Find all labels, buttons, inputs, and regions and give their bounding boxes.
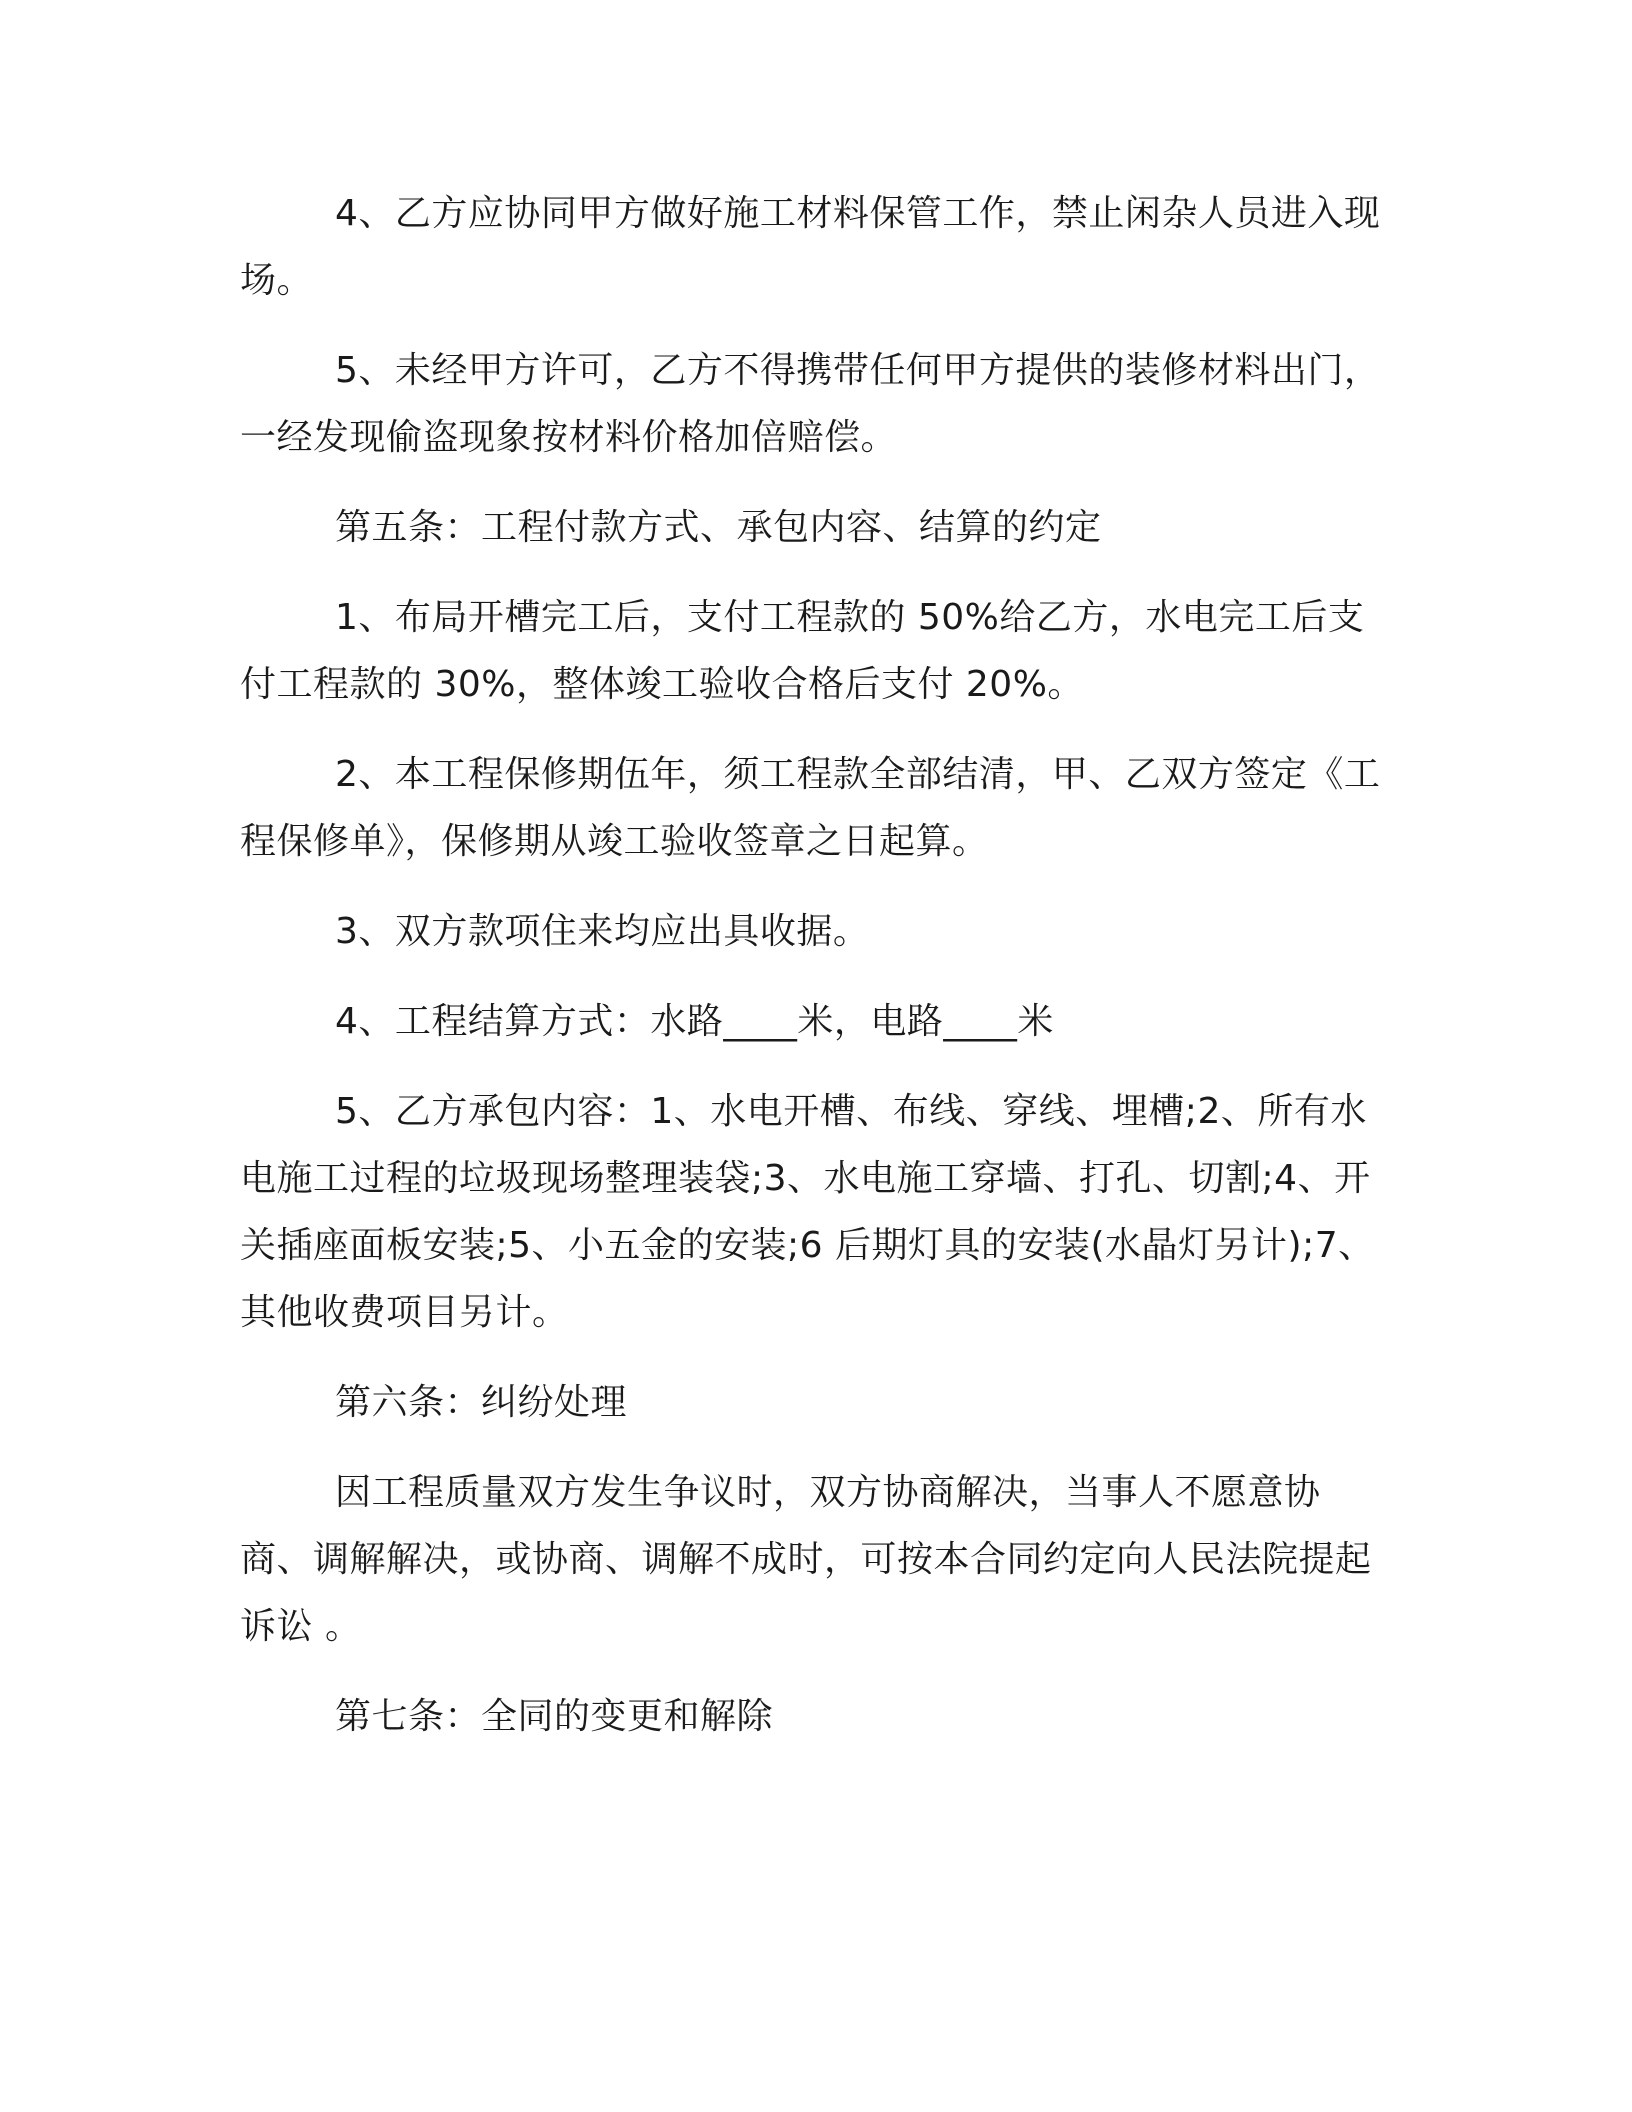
clause-5-no-removal-of-materials: 5、未经甲方许可，乙方不得携带任何甲方提供的装修材料出门，一经发现偷盗现象按材料价格加倍赔偿。 (240, 350, 1381, 458)
contract-scope-paragraph: 5、乙方承包内容：1、水电开槽、布线、穿线、埋槽;2、所有水电施工过程的垃圾现场整理装袋;3、水电施工穿墙、打孔、切割;4、开关插座面板安装;5、小五金的安装;6 后期灯具的安装(水晶灯另计);7、其他收费项目另计。 (240, 1091, 1375, 1333)
article-5-heading: 第五条：工程付款方式、承包内容、结算的约定 (335, 507, 1102, 548)
document-page (240, 180, 1390, 1773)
article-6-heading: 第六条：纠纷处理 (335, 1382, 628, 1423)
receipts-paragraph: 3、双方款项住来均应出具收据。 (335, 911, 870, 952)
payment-schedule-paragraph: 1、布局开槽完工后，支付工程款的 50%给乙方，水电完工后支付工程款的 30%，整体竣工验收合格后支付 20%。 (240, 597, 1365, 705)
article-7-heading: 第七条：全同的变更和解除 (335, 1696, 774, 1737)
warranty-paragraph: 2、本工程保修期伍年，须工程款全部结清，甲、乙双方签定《工程保修单》，保修期从竣工验收签章之日起算。 (240, 754, 1381, 862)
clause-4-material-custody: 4、乙方应协同甲方做好施工材料保管工作，禁止闲杂人员进入现场。 (240, 193, 1381, 301)
dispute-resolution-paragraph: 因工程质量双方发生争议时，双方协商解决，当事人不愿意协商、调解解决，或协商、调解不成时，可按本合同约定向人民法院提起诉讼 。 (240, 1472, 1372, 1647)
settlement-method-paragraph: 4、工程结算方式：水路____米，电路____米 (335, 1001, 1054, 1042)
